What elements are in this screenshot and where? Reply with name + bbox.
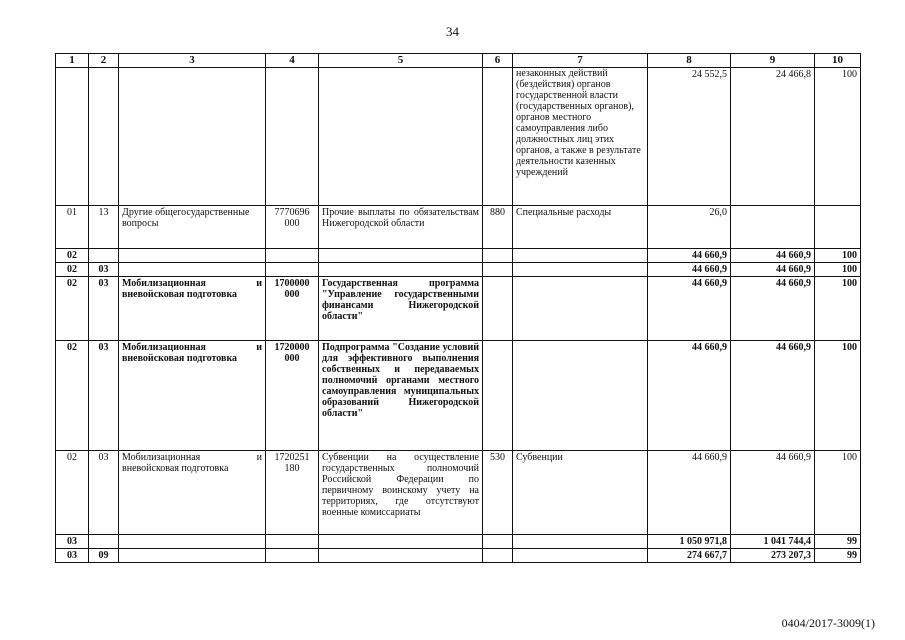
cell-subsection: 09 xyxy=(89,549,119,563)
cell-percent: 99 xyxy=(815,549,861,563)
cell-actual: 1 041 744,4 xyxy=(731,535,815,549)
table-row xyxy=(56,249,861,263)
cell-subsection: 03 xyxy=(89,263,119,277)
cell-expense-code xyxy=(483,549,513,563)
cell-program: Подпрограмма "Создание условий для эффективного выполнения собственных и передаваемых полномочий органами местного самоуправления муниципальных образований Нижегородской области" xyxy=(319,341,483,451)
cell-section: 03 xyxy=(56,535,89,549)
cell-plan: 44 660,9 xyxy=(648,263,731,277)
cell-name xyxy=(119,535,266,549)
cell-name xyxy=(119,68,266,206)
cell-target-code: 1720251 180 xyxy=(266,451,319,535)
cell-name xyxy=(119,263,266,277)
column-header: 8 xyxy=(648,54,731,68)
cell-program xyxy=(319,549,483,563)
cell-actual: 44 660,9 xyxy=(731,341,815,451)
cell-expense-code xyxy=(483,249,513,263)
cell-section: 02 xyxy=(56,451,89,535)
column-header: 4 xyxy=(266,54,319,68)
cell-percent: 100 xyxy=(815,249,861,263)
cell-target-code xyxy=(266,263,319,277)
column-header: 5 xyxy=(319,54,483,68)
cell-name: Мобилизационная и вневойсковая подготовка xyxy=(119,277,266,341)
cell-expense-type: Специальные расходы xyxy=(513,206,648,249)
cell-expense-type xyxy=(513,277,648,341)
cell-percent: 100 xyxy=(815,68,861,206)
table-row xyxy=(56,277,861,341)
cell-target-code: 1720000 000 xyxy=(266,341,319,451)
cell-percent: 100 xyxy=(815,277,861,341)
cell-percent: 100 xyxy=(815,341,861,451)
cell-program xyxy=(319,263,483,277)
cell-program xyxy=(319,249,483,263)
cell-expense-code xyxy=(483,341,513,451)
cell-percent: 100 xyxy=(815,263,861,277)
cell-subsection xyxy=(89,68,119,206)
document-code: 0404/2017-3009(1) xyxy=(781,616,875,630)
cell-section: 03 xyxy=(56,549,89,563)
cell-percent xyxy=(815,206,861,249)
cell-actual: 44 660,9 xyxy=(731,249,815,263)
cell-subsection: 03 xyxy=(89,341,119,451)
column-header: 2 xyxy=(89,54,119,68)
cell-section: 02 xyxy=(56,277,89,341)
budget-table xyxy=(55,53,861,563)
cell-program xyxy=(319,68,483,206)
column-header: 6 xyxy=(483,54,513,68)
cell-plan: 274 667,7 xyxy=(648,549,731,563)
cell-name: Мобилизационная и вневойсковая подготовка xyxy=(119,341,266,451)
cell-subsection: 03 xyxy=(89,451,119,535)
table-row xyxy=(56,341,861,451)
cell-subsection: 13 xyxy=(89,206,119,249)
cell-expense-code xyxy=(483,263,513,277)
table-row xyxy=(56,263,861,277)
cell-expense-type xyxy=(513,263,648,277)
cell-target-code xyxy=(266,535,319,549)
cell-expense-code: 530 xyxy=(483,451,513,535)
table-row xyxy=(56,535,861,549)
cell-expense-code xyxy=(483,535,513,549)
cell-plan: 44 660,9 xyxy=(648,451,731,535)
cell-name: Мобилизационная и вневойсковая подготовка xyxy=(119,451,266,535)
cell-program: Государственная программа "Управление государственными финансами Нижегородской области" xyxy=(319,277,483,341)
cell-expense-code: 880 xyxy=(483,206,513,249)
cell-expense-type: незаконных действий (бездействия) органов государственной власти (государственных органов), органов местного самоуправления либо должностных лиц этих органов, а также в результате деятельности казенных учреждений xyxy=(513,68,648,206)
cell-target-code: 1700000 000 xyxy=(266,277,319,341)
cell-actual: 44 660,9 xyxy=(731,451,815,535)
cell-target-code: 7770696 000 xyxy=(266,206,319,249)
table-row xyxy=(56,549,861,563)
cell-percent: 99 xyxy=(815,535,861,549)
cell-section xyxy=(56,68,89,206)
table-row xyxy=(56,68,861,206)
cell-section: 02 xyxy=(56,341,89,451)
cell-plan: 44 660,9 xyxy=(648,249,731,263)
cell-expense-type: Субвенции xyxy=(513,451,648,535)
cell-expense-code xyxy=(483,277,513,341)
cell-program: Субвенции на осуществление государственных полномочий Российской Федерации по первичному воинскому учету на территориях, где отсутствуют военные комиссариаты xyxy=(319,451,483,535)
cell-expense-code xyxy=(483,68,513,206)
cell-actual xyxy=(731,206,815,249)
table-row xyxy=(56,451,861,535)
column-header: 9 xyxy=(731,54,815,68)
cell-plan: 26,0 xyxy=(648,206,731,249)
column-header: 3 xyxy=(119,54,266,68)
cell-target-code xyxy=(266,549,319,563)
cell-subsection xyxy=(89,249,119,263)
cell-section: 02 xyxy=(56,263,89,277)
cell-program: Прочие выплаты по обязательствам Нижегородской области xyxy=(319,206,483,249)
cell-section: 02 xyxy=(56,249,89,263)
header-row xyxy=(56,54,861,68)
cell-target-code xyxy=(266,68,319,206)
column-header: 7 xyxy=(513,54,648,68)
cell-section: 01 xyxy=(56,206,89,249)
table-row xyxy=(56,206,861,249)
cell-expense-type xyxy=(513,535,648,549)
cell-actual: 44 660,9 xyxy=(731,277,815,341)
cell-plan: 1 050 971,8 xyxy=(648,535,731,549)
cell-actual: 44 660,9 xyxy=(731,263,815,277)
cell-program xyxy=(319,535,483,549)
cell-target-code xyxy=(266,249,319,263)
cell-plan: 44 660,9 xyxy=(648,277,731,341)
column-header: 1 xyxy=(56,54,89,68)
cell-name xyxy=(119,249,266,263)
page-number: 34 xyxy=(446,24,459,39)
cell-actual: 273 207,3 xyxy=(731,549,815,563)
cell-expense-type xyxy=(513,341,648,451)
cell-subsection: 03 xyxy=(89,277,119,341)
cell-name: Другие общегосударственные вопросы xyxy=(119,206,266,249)
cell-expense-type xyxy=(513,249,648,263)
cell-percent: 100 xyxy=(815,451,861,535)
cell-subsection xyxy=(89,535,119,549)
cell-expense-type xyxy=(513,549,648,563)
cell-plan: 44 660,9 xyxy=(648,341,731,451)
cell-actual: 24 466,8 xyxy=(731,68,815,206)
cell-name xyxy=(119,549,266,563)
column-header: 10 xyxy=(815,54,861,68)
cell-plan: 24 552,5 xyxy=(648,68,731,206)
